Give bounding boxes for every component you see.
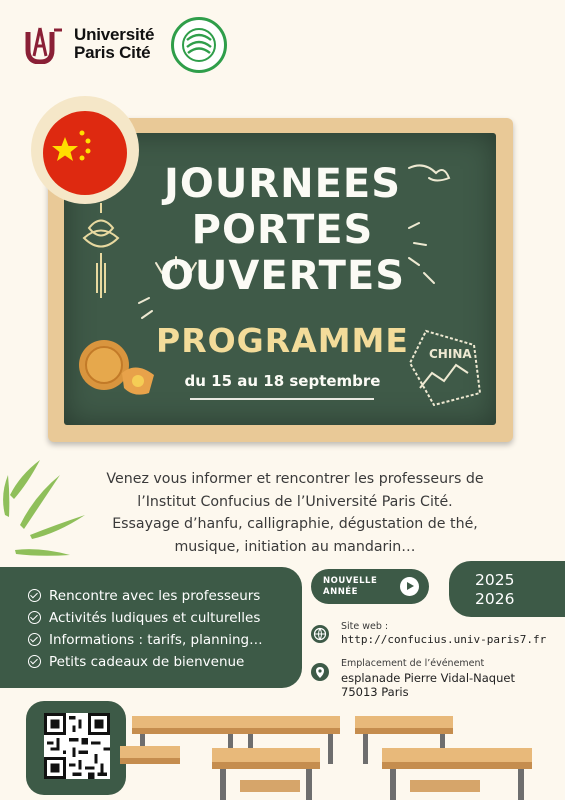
intro-text: Venez vous informer et rencontrer les professeurs de l’Institut Confucius de l’Université Paris Cité. Essayage d’hanfu, calligraphie, dégustation de thé, musique, initiation au mandarin… <box>106 471 484 555</box>
university-name: Université Paris Cité <box>74 25 155 62</box>
event-dates: du 15 au 18 septembre <box>184 372 381 390</box>
check-circle-icon <box>28 589 41 602</box>
qr-code[interactable] <box>44 713 110 779</box>
china-flag-icon <box>30 95 140 205</box>
academic-year-badge: 2025 2026 <box>449 561 565 617</box>
globe-icon <box>311 625 329 643</box>
dates-underline <box>190 398 374 400</box>
check-circle-icon <box>28 655 41 668</box>
location-address-line1: esplanade Pierre Vidal-Naquet <box>341 671 515 685</box>
location-label: Emplacement de l’événement <box>341 658 485 669</box>
check-circle-icon <box>28 611 41 624</box>
check-circle-icon <box>28 633 41 646</box>
board-title-line2: PORTES <box>191 207 374 253</box>
confucius-institute-logo <box>171 17 227 73</box>
universite-paris-cite-logo <box>24 24 174 68</box>
programme-heading: PROGRAMME <box>156 321 409 360</box>
location-address-line2: 75013 Paris <box>341 685 409 699</box>
svg-text:CHINA: CHINA <box>429 347 472 361</box>
board-title-line1: JOURNEES <box>163 161 402 207</box>
site-label: Site web : <box>341 621 389 632</box>
play-icon <box>400 577 419 596</box>
location-pin-icon <box>311 663 329 681</box>
board-title-line3: OUVERTES <box>159 253 406 299</box>
site-url-link[interactable]: http://confucius.univ-paris7.fr <box>341 633 547 646</box>
nouvelle-annee-button[interactable]: NOUVELLE ANNÉE <box>311 569 429 604</box>
classroom-desks-illustration <box>120 708 565 800</box>
universite-paris-cite-mark-icon <box>24 26 64 64</box>
